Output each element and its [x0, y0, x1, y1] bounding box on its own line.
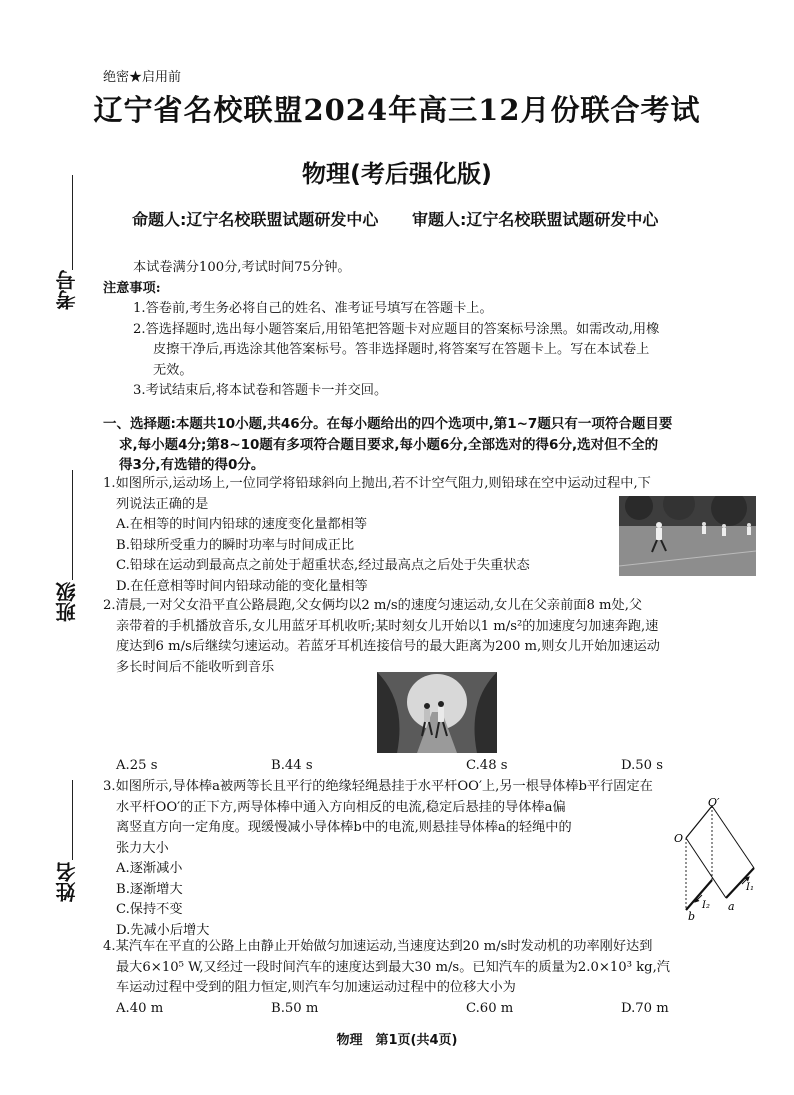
authors-line — [132, 207, 686, 230]
exam-subtitle: 物理(考后强化版) — [302, 160, 492, 188]
q3-stem: 3.如图所示,导体棒a被两等长且平行的绝缘轻绳悬挂于水平杆OO′上,另一根导体棒b平行固定在 — [103, 779, 653, 794]
q3-option-c: C.保持不变 — [116, 902, 183, 917]
label-a: a — [728, 900, 735, 913]
q1-option-b: B.铅球所受重力的瞬时功率与时间成正比 — [116, 537, 355, 553]
label-I2: I₂ — [702, 900, 710, 911]
q4-option-d: D.70 m — [621, 1000, 669, 1016]
q4-option-a: A.40 m — [116, 1000, 164, 1016]
conductor-figure — [672, 798, 762, 920]
q1-option-a: A.在相等的时间内铅球的速度变化量都相等 — [116, 517, 368, 532]
note-item: 皮擦干净后,再选涂其他答案标号。答非选择题时,将答案写在答题卡上。写在本试卷上 — [153, 342, 650, 357]
note-item: 1.答卷前,考生务必将自己的姓名、准考证号填写在答题卡上。 — [133, 301, 493, 316]
conductor-diagram — [672, 798, 762, 920]
q2-options — [103, 756, 758, 776]
exam-no-line — [72, 175, 73, 270]
notes-heading: 注意事项: — [103, 280, 161, 296]
jogging-illustration — [377, 672, 497, 753]
exam-notes — [103, 258, 763, 402]
class-label: 班级 — [55, 582, 79, 622]
label-O-prime: O′ — [708, 798, 720, 809]
q1-option-d: D.在任意相等时间内铅球动能的变化量相等 — [116, 578, 368, 594]
rod-OO — [686, 806, 712, 838]
q1-stem: 1.如图所示,运动场上,一位同学将铅球斜向上抛出,若不计空气阻力,则铅球在空中运动过程中,下 — [103, 476, 651, 491]
question-setter: 命题人:辽宁名校联盟试题研发中心 — [132, 210, 379, 229]
shot-put-illustration — [619, 496, 756, 576]
question-1: 1.如图所示,运动场上,一位同学将铅球斜向上抛出,若不计空气阻力,则铅球在空中运动过程中,下 列说法正确的是 A.在相等的时间内铅球的速度变化量都相等 B.铅球所受重力的瞬时功率与时间成正比 C.铅球在运动到最高点之前处于超重状态,经过最高点之后处于失重状态 D.在任意相等时间内铅球动能的变化量相等 — [103, 474, 758, 597]
q3-option-b: B.逐渐增大 — [116, 881, 183, 897]
class-line — [72, 470, 73, 580]
question-3: 3.如图所示,导体棒a被两等长且平行的绝缘轻绳悬挂于水平杆OO′上,另一根导体棒b平行固定在 水平杆OO′的正下方,两导体棒中通入方向相反的电流,稳定后悬挂的导体棒a偏 离竖直方向一定角度。现缓慢减小导体棒b中的电流,则悬挂导体棒a的轻绳中的 张力大小 A.逐渐减小 B.逐渐增大 C.保持不变 D.先减小后增大 — [103, 777, 758, 941]
note-item: 2.答选择题时,选出每小题答案后,用铅笔把答题卡对应题目的答案标号涂黑。如需改动,用橡 — [133, 321, 660, 337]
section-heading: 一、选择题:本题共10小题,共46分。在每小题给出的四个选项中,第1~7题只有一项符合题目要 求,每小题4分;第8~10题有多项符合题目要求,每小题6分,全部选对的得6分,选对但不全的 得3分,有选错的得0分。 — [103, 416, 673, 473]
rope-1 — [686, 838, 726, 898]
q4-option-b: B.50 m — [271, 1000, 319, 1016]
q2-option-a: A.25 s — [116, 758, 158, 773]
name-line — [72, 780, 73, 860]
rope-2 — [712, 806, 754, 868]
q2-stem: 2.清晨,一对父女沿平直公路晨跑,父女俩均以2 m/s的速度匀速运动,女儿在父亲前面8 m处,父 — [103, 598, 643, 613]
q3-option-a: A.逐渐减小 — [116, 861, 183, 876]
question-2: 2.清晨,一对父女沿平直公路晨跑,父女俩均以2 m/s的速度匀速运动,女儿在父亲前面8 m处,父 亲带着的手机播放音乐,女儿用蓝牙耳机收听;某时刻女儿开始以1 m/s²的加速度匀加速奔跑,速 度达到6 m/s后继续匀速运动。若蓝牙耳机连接信号的最大距离为200 m,则女儿开始加速运动 多长时间后不能收听到音乐 — [103, 596, 758, 678]
exam-intro: 本试卷满分100分,考试时间75分钟。 — [133, 260, 351, 275]
q4-option-c: C.60 m — [466, 1000, 514, 1016]
label-I1: I₁ — [746, 882, 754, 893]
question-reviewer: 审题人:辽宁名校联盟试题研发中心 — [411, 210, 659, 229]
q1-option-c: C.铅球在运动到最高点之前处于超重状态,经过最高点之后处于失重状态 — [116, 558, 530, 573]
question-4: 4.某汽车在平直的公路上由静止开始做匀加速运动,当速度达到20 m/s时发动机的功率刚好达到 最大6×10⁵ W,又经过一段时间汽车的速度达到最大30 m/s。已知汽车的质量为2.0×10³ kg,汽 车运动过程中受到的阻力恒定,则汽车匀加速运动过程中的位移大小为 A.40 m B.50 m C.60 m D.70 m — [103, 937, 758, 1019]
shot-put-photo — [619, 496, 756, 576]
q2-option-d: D.50 s — [621, 758, 664, 773]
note-item: 3.考试结束后,将本试卷和答题卡一并交回。 — [133, 383, 388, 398]
page-footer: 物理 第1页(共4页) — [336, 1033, 458, 1048]
note-item: 无效。 — [153, 362, 193, 378]
confidential-mark: 绝密★启用前 — [103, 70, 182, 85]
q2-option-c: C.48 s — [466, 758, 508, 773]
q4-stem: 4.某汽车在平直的公路上由静止开始做匀加速运动,当速度达到20 m/s时发动机的功率刚好达到 — [103, 939, 653, 954]
label-b: b — [688, 910, 696, 920]
q3-option-d: D.先减小后增大 — [116, 922, 210, 938]
exam-no-label: 考号 — [55, 270, 79, 310]
jogging-photo — [377, 672, 497, 753]
exam-title: 辽宁省名校联盟2024年高三12月份联合考试 — [93, 93, 701, 127]
name-label: 姓名 — [55, 862, 79, 902]
q2-option-b: B.44 s — [271, 758, 313, 773]
label-O: O — [674, 832, 684, 845]
